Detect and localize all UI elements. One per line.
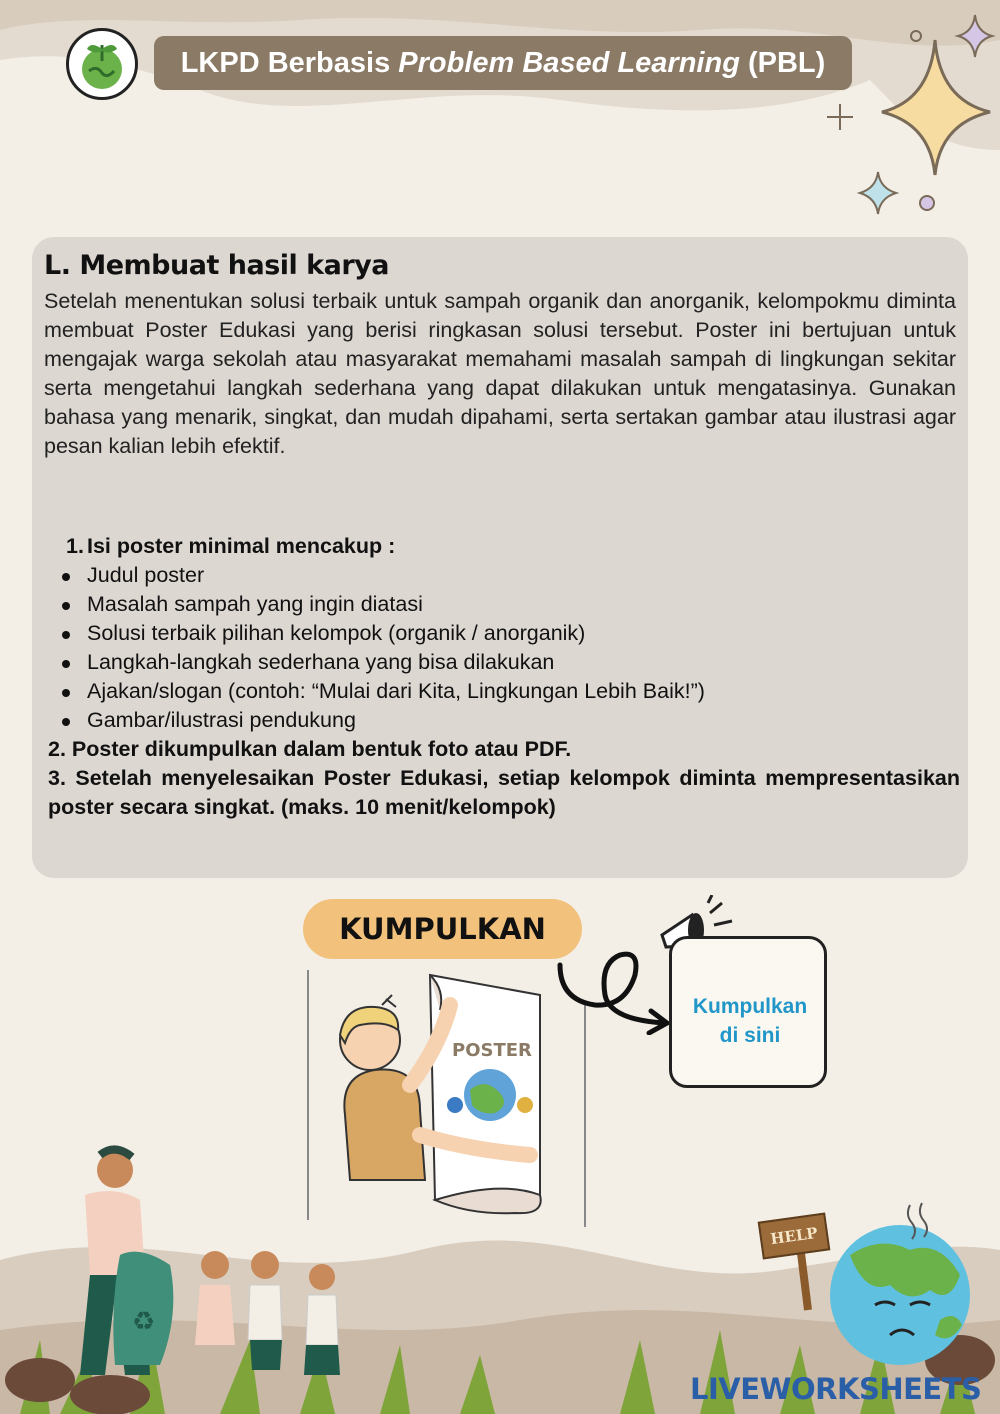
kids-recycling-illustration (60, 1145, 380, 1385)
bullet-dot (62, 631, 70, 639)
logo (66, 28, 138, 100)
section-paragraph: Setelah menentukan solusi terbaik untuk sampah organik dan anorganik, kelompokmu diminta membuat Poster Edukasi yang berisi ringkasan solusi tersebut. Poster ini bertujuan untuk mengajak warga sekolah atau masyarakat memahami masalah sampah di lingkungan sekitar serta mengetahui langkah sederhana yang dapat dilakukan untuk mengatasinya. Gunakan bahasa yang menarik, singkat, dan mudah dipahami, serta sertakan gambar atau ilustrasi agar pesan kalian lebih efektif. (44, 289, 956, 458)
bullet-dot (62, 689, 70, 697)
submit-label[interactable] (680, 992, 820, 1050)
submit-label-line1: Kumpulkan (692, 995, 808, 1018)
header-title-suffix: (PBL) (739, 46, 826, 79)
poster-word: POSTER (452, 1040, 532, 1061)
bullet-dot (62, 573, 70, 581)
page-header-title (154, 36, 852, 90)
bullet-item: Solusi terbaik pilihan kelompok (organik / anorganik) (87, 621, 586, 645)
bullet-dot (62, 660, 70, 668)
plant-globe-icon (69, 31, 135, 97)
svg-text:♻: ♻ (132, 1307, 156, 1337)
section-title: L. Membuat hasil karya (44, 250, 389, 281)
liveworksheets-watermark: LIVEWORKSHEETS (690, 1372, 982, 1406)
step1-label: Isi poster minimal mencakup : (87, 534, 396, 558)
bullet-item: Ajakan/slogan (contoh: “Mulai dari Kita, Lingkungan Lebih Baik!”) (87, 679, 705, 703)
header-title-italic: Problem Based Learning (398, 46, 740, 79)
step3-text: 3. Setelah menyelesaikan Poster Edukasi, setiap kelompok diminta mempresentasikan poster secara singkat. (maks. 10 menit/kelompok) (48, 766, 960, 819)
step2-text: 2. Poster dikumpulkan dalam bentuk foto atau PDF. (48, 737, 572, 761)
kumpulkan-heading: KUMPULKAN (303, 899, 582, 959)
bullet-dot (62, 718, 70, 726)
bullet-item: Masalah sampah yang ingin diatasi (87, 592, 423, 616)
bullet-item: Judul poster (87, 563, 205, 587)
help-sign: HELP (758, 1212, 831, 1259)
bullet-item: Langkah-langkah sederhana yang bisa dilakukan (87, 650, 555, 674)
bullet-dot (62, 602, 70, 610)
step1-number: 1. (66, 534, 84, 558)
bullet-item: Gambar/ilustrasi pendukung (87, 708, 356, 732)
header-title-prefix: LKPD Berbasis (180, 46, 399, 79)
submit-label-line2: di sini (719, 1024, 781, 1047)
